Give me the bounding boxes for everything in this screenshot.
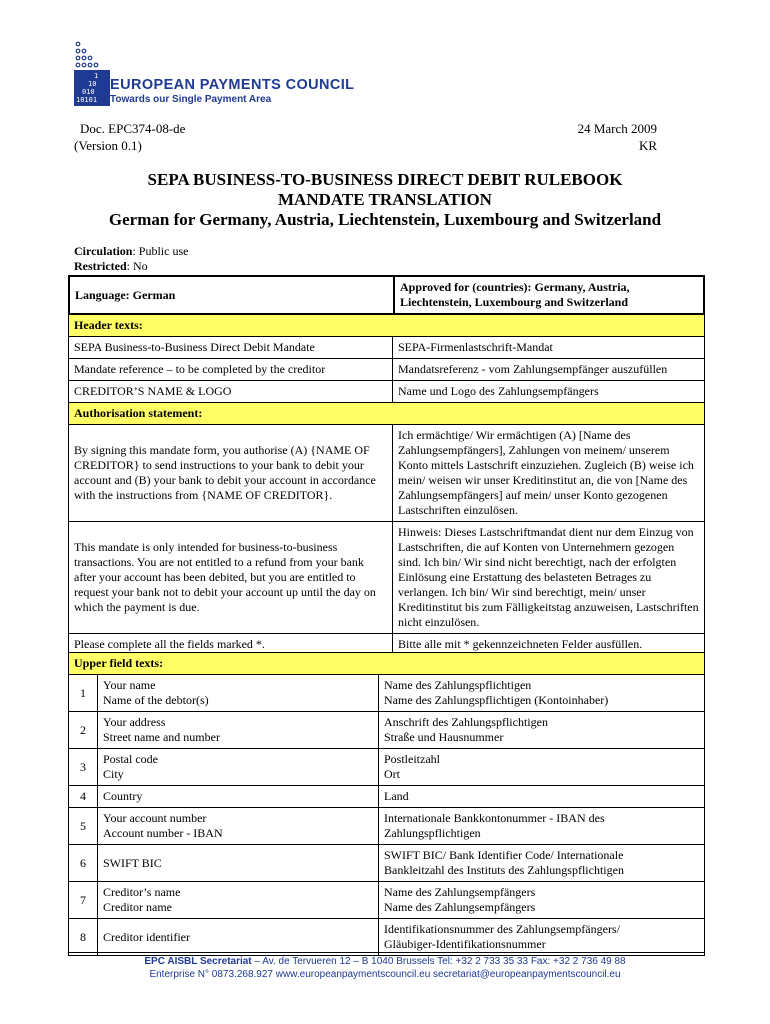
- english-text: CREDITOR’S NAME & LOGO: [69, 381, 393, 403]
- language-cell: Language: German: [69, 276, 394, 314]
- english-field-label: [98, 712, 379, 749]
- german-label-line: Name des Zahlungsempfängers: [384, 885, 536, 899]
- title-line-2: MANDATE TRANSLATION: [278, 190, 492, 209]
- english-label-line: SWIFT BIC: [103, 855, 162, 870]
- approved-countries-cell: Approved for (countries): Germany, Austria, Liechtenstein, Luxembourg and Switzerland: [394, 276, 704, 314]
- english-field-label: [98, 882, 379, 919]
- restricted-value: : No: [126, 259, 148, 273]
- german-label-line: Identifikationsnummer des Zahlungsempfängers/: [384, 922, 620, 936]
- german-field-label: [379, 808, 705, 845]
- restricted-label: Restricted: [74, 259, 127, 273]
- english-label-line: City: [103, 767, 124, 781]
- english-label-line: Your account number: [103, 811, 207, 825]
- circulation-label: Circulation: [74, 244, 133, 258]
- german-field-label: [379, 786, 705, 808]
- english-text: Please complete all the fields marked *.: [69, 634, 393, 656]
- field-row: [69, 919, 705, 956]
- field-row: [69, 882, 705, 919]
- epc-logo: [74, 40, 394, 106]
- document-date-block: [407, 120, 657, 154]
- german-label-line: Ort: [384, 767, 400, 781]
- english-text: By signing this mandate form, you authorise (A) {NAME OF CREDITOR} to send instructions to your bank to debit your account and (B) your bank to debit your account in accordance with the instructions from {NAME OF CREDITOR}.: [69, 425, 393, 522]
- field-row: [69, 749, 705, 786]
- english-label-line: Account number - IBAN: [103, 826, 223, 840]
- english-field-label: [98, 786, 379, 808]
- english-field-label: [98, 808, 379, 845]
- german-field-label: [379, 919, 705, 956]
- circulation-value: : Public use: [132, 244, 189, 258]
- svg-text:010: 010: [82, 88, 95, 96]
- field-row: [69, 786, 705, 808]
- document-id: Doc. EPC374-08-de: [80, 121, 186, 136]
- german-label-line: Straße und Hausnummer: [384, 730, 504, 744]
- english-label-line: Creditor name: [103, 900, 172, 914]
- table-row: [69, 381, 705, 403]
- english-label-line: Postal code: [103, 752, 158, 766]
- german-text: Bitte alle mit * gekennzeichneten Felder ausfüllen.: [393, 634, 705, 656]
- section-upper-field-texts: Upper field texts:: [69, 653, 705, 675]
- german-label-line: Gläubiger-Identifikationsnummer: [384, 937, 546, 951]
- field-number: 8: [69, 919, 98, 956]
- document-author: KR: [638, 138, 657, 153]
- german-text: Name und Logo des Zahlungsempfängers: [393, 381, 705, 403]
- english-text: Mandate reference – to be completed by the creditor: [69, 359, 393, 381]
- german-label-line: Land: [384, 789, 409, 803]
- document-reference: [74, 120, 374, 154]
- english-field-label: [98, 845, 379, 882]
- german-text: Ich ermächtige/ Wir ermächtigen (A) [Name des Zahlungsempfängers], Zahlungen von meinem/ unserem Konto mittels Lastschrift einzuziehen. Zugleich (B) weise ich mein/ weisen wir unser Kreditinstitut an, die von [Name des Zahlungsempfängers] auf mein/ unser Konto gezogenen Lastschriften einzulösen.: [393, 425, 705, 522]
- footer: [40, 955, 730, 981]
- english-label-line: Your name: [103, 678, 156, 692]
- field-row: [69, 845, 705, 882]
- german-label-line: Name des Zahlungspflichtigen: [384, 678, 532, 692]
- german-text: Hinweis: Dieses Lastschriftmandat dient nur dem Einzug von Lastschriften, die auf Konten von Unternehmern gezogen sind. Ich bin/ Wir sind nicht berechtigt, nach der erfolgten Einlösung eine Erstattung des belasteten Betrages zu verlangen. Ich bin/ Wir sind berechtigt, mein/ unser Kreditinstitut bis zum Fälligkeitstag anzuweisen, Lastschriften nicht einzulösen.: [393, 522, 705, 634]
- english-label-line: Creditor’s name: [103, 885, 181, 899]
- german-field-label: [379, 749, 705, 786]
- field-number: 3: [69, 749, 98, 786]
- german-label-line: Bankleitzahl des Instituts des Zahlungspflichtigen: [384, 863, 624, 877]
- translation-table: [68, 314, 705, 656]
- english-field-label: [98, 749, 379, 786]
- english-label-line: Your address: [103, 715, 166, 729]
- language-table: [68, 275, 705, 315]
- german-label-line: Postleitzahl: [384, 752, 440, 766]
- section-header-texts: Header texts:: [69, 315, 705, 337]
- german-field-label: [379, 882, 705, 919]
- epc-logo-mark-icon: [74, 40, 110, 106]
- table-row: [69, 337, 705, 359]
- document-version: (Version 0.1): [74, 138, 142, 153]
- english-label-line: Street name and number: [103, 730, 220, 744]
- footer-contact: Enterprise N° 0873.268.927 www.europeanpaymentscouncil.eu secretariat@europeanpaymentscouncil.eu: [149, 969, 621, 980]
- german-label-line: Name des Zahlungsempfängers: [384, 900, 536, 914]
- svg-text:1: 1: [94, 72, 99, 80]
- title-line-3: German for Germany, Austria, Liechtenstein, Luxembourg and Switzerland: [108, 210, 662, 229]
- table-row: [69, 425, 705, 522]
- table-row: [69, 522, 705, 634]
- circulation-info: [74, 244, 188, 274]
- german-field-label: [379, 675, 705, 712]
- table-row: [69, 359, 705, 381]
- german-text: Mandatsreferenz - vom Zahlungsempfänger auszufüllen: [393, 359, 705, 381]
- title-line-1: SEPA BUSINESS-TO-BUSINESS DIRECT DEBIT RULEBOOK: [147, 170, 623, 189]
- footer-address: – Av. de Tervueren 12 – B 1040 Brussels Tel: +32 2 733 35 33 Fax: +32 2 736 49 88: [251, 956, 626, 967]
- field-number: 7: [69, 882, 98, 919]
- organisation-tagline: Towards our Single Payment Area: [110, 94, 272, 105]
- field-row: [69, 712, 705, 749]
- german-label-line: Zahlungspflichtigen: [384, 826, 481, 840]
- english-label-line: Country: [103, 789, 143, 803]
- field-row: [69, 808, 705, 845]
- document-date: 24 March 2009: [577, 121, 657, 136]
- footer-org: EPC AISBL Secretariat: [144, 956, 252, 967]
- field-number: 2: [69, 712, 98, 749]
- german-field-label: [379, 712, 705, 749]
- german-label-line: SWIFT BIC/ Bank Identifier Code/ Internationale: [384, 848, 624, 862]
- document-title: [60, 170, 710, 230]
- english-field-label: [98, 919, 379, 956]
- section-authorisation-statement: Authorisation statement:: [69, 403, 705, 425]
- english-text: This mandate is only intended for business-to-business transactions. You are not entitled to a refund from your bank after your account has been debited, but you are entitled to request your bank not to debit your account up until the day on which the payment is due.: [69, 522, 393, 634]
- english-field-label: [98, 675, 379, 712]
- english-label-line: Name of the debtor(s): [103, 693, 209, 707]
- field-number: 6: [69, 845, 98, 882]
- german-field-label: [379, 845, 705, 882]
- english-label-line: Creditor identifier: [103, 929, 190, 944]
- svg-text:10101: 10101: [76, 96, 98, 104]
- german-label-line: Internationale Bankkontonummer - IBAN des: [384, 811, 605, 825]
- field-number: 5: [69, 808, 98, 845]
- svg-text:10: 10: [88, 80, 97, 88]
- field-row: [69, 675, 705, 712]
- organisation-name: EUROPEAN PAYMENTS COUNCIL: [110, 77, 355, 93]
- footer-divider: [68, 952, 705, 953]
- english-text: SEPA Business-to-Business Direct Debit Mandate: [69, 337, 393, 359]
- field-number: 4: [69, 786, 98, 808]
- german-text: SEPA-Firmenlastschrift-Mandat: [393, 337, 705, 359]
- german-label-line: Anschrift des Zahlungspflichtigen: [384, 715, 548, 729]
- field-number: 1: [69, 675, 98, 712]
- upper-field-table: [68, 652, 705, 956]
- german-label-line: Name des Zahlungspflichtigen (Kontoinhaber): [384, 693, 609, 707]
